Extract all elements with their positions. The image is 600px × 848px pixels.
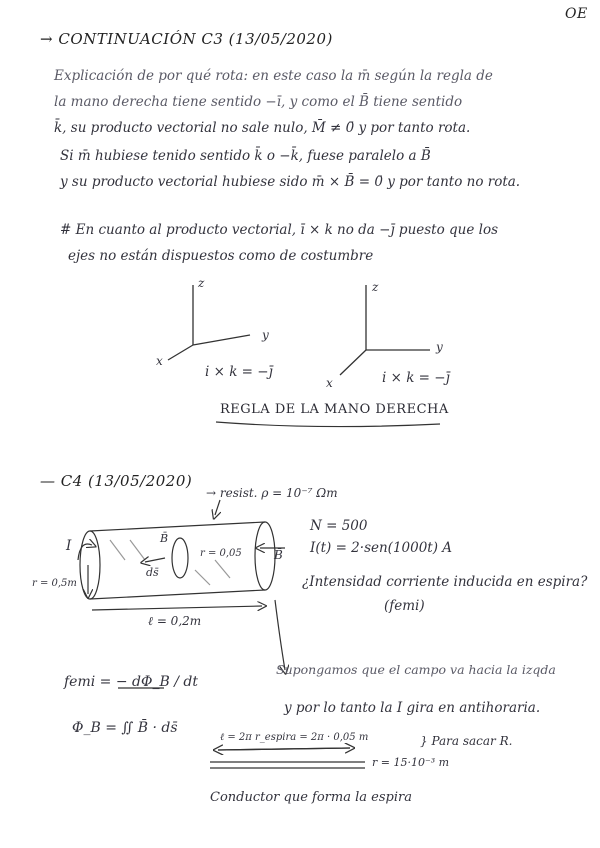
question-femi: (femi)	[384, 598, 425, 614]
paragraph-line-1: Explicación de por qué rota: en este caso la m̄ según la regla de	[54, 68, 493, 84]
left-y-label: y	[262, 328, 269, 342]
note-line-2: ejes no están dispuestos como de costumbre	[68, 248, 374, 264]
flux-equation: Φ_B = ∬ B̄ · ds̄	[72, 720, 178, 736]
axes-right	[340, 285, 430, 375]
rule-underline	[216, 422, 440, 427]
wire-caption: Conductor que forma la espira	[210, 790, 412, 805]
length-label: ℓ = 0,2m	[148, 614, 202, 628]
left-z-label: z	[198, 276, 205, 290]
section1-heading: → CONTINUACIÓN C3 (13/05/2020)	[40, 30, 333, 48]
right-y-label: y	[436, 340, 443, 354]
current-eq: I(t) = 2·sen(1000t) A	[310, 540, 453, 556]
coil-radius-label: r = 0,05	[200, 548, 242, 559]
r-label: r = 0,5m	[32, 578, 77, 589]
axes-left	[168, 285, 250, 360]
paragraph-line-5: y su producto vectorial hubiese sido m̄ × B̄ = 0̄ y por tanto no rota.	[60, 174, 521, 190]
femi-equation: femi = − dΦ_B / dt	[64, 674, 198, 690]
resistivity: → resist. ρ = 10⁻⁷ Ωm	[206, 486, 338, 500]
wire-note: } Para sacar R.	[420, 734, 513, 748]
B-right-label: B̄	[274, 548, 283, 562]
paragraph-line-2: la mano derecha tiene sentido −ī, y como el B̄ tiene sentido	[54, 94, 463, 110]
paragraph-line-3: k̄, su producto vectorial no sale nulo, M̄ ≠ 0̄ y por tanto rota.	[54, 120, 471, 136]
right-x-label: x	[326, 376, 333, 390]
page-mark: OE	[565, 6, 588, 22]
wire-length: ℓ = 2π r_espira = 2π · 0,05 m	[220, 732, 369, 743]
note-line-1: # En cuanto al producto vectorial, ī × k no da −j̄ puesto que los	[60, 222, 499, 238]
I-label: I	[66, 538, 72, 554]
section2-heading: — C4 (13/05/2020)	[40, 472, 193, 490]
left-x-label: x	[156, 354, 163, 368]
wire-radius: r = 15·10⁻³ m	[372, 756, 450, 769]
left-equation: i × k = −j̄	[205, 364, 273, 380]
suppose-line-2: y por lo tanto la I gira en antihoraria.	[284, 700, 541, 716]
question: ¿Intensidad corriente inducida en espira?	[302, 574, 588, 590]
turns-N: N = 500	[310, 518, 368, 534]
solenoid-drawing	[78, 500, 285, 670]
paragraph-line-4: Si m̄ hubiese tenido sentido k̄ o −k̄, fuese paralelo a B̄	[60, 148, 431, 164]
ds-label: ds̄	[146, 566, 159, 579]
B-inner-label: B̄	[160, 532, 169, 545]
suppose-line-1: Supongamos que el campo va hacia la izqda	[276, 662, 556, 677]
rule-caption: REGLA DE LA MANO DERECHA	[220, 402, 449, 417]
wire-drawing	[210, 748, 365, 768]
right-z-label: z	[372, 280, 379, 294]
right-equation: i × k = −j̄	[382, 370, 450, 386]
